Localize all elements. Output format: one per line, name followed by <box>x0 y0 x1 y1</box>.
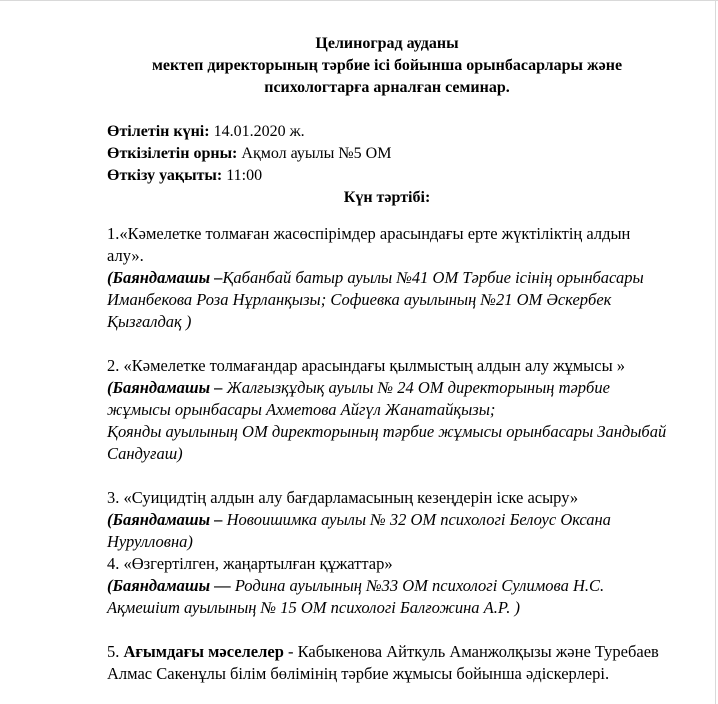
agenda-item-speaker-2: Қоянды ауылының ОМ директорының тәрбие жұмысы орынбасары Зандыбай Сандуғаш) <box>107 422 667 463</box>
speaker-text: Жалғызқұдық ауылы № 24 ОМ директорының тәрбие жұмысы орынбасары Ахметова Айгүл Жанатайқызы; <box>107 378 610 419</box>
agenda-item-title: 3. «Суицидтің алдын алу бағдарламасының кезеңдерін іске асыру» <box>107 488 579 507</box>
page-edge-top <box>0 0 718 1</box>
agenda-item-title: 1.«Кәмелетке толмаған жасөспірімдер арасындағы ерте жүктіліктің алдын алу». <box>107 224 631 265</box>
document-body <box>107 33 667 685</box>
agenda-item-speaker <box>107 377 667 421</box>
date-row <box>107 121 667 143</box>
place-value: Ақмол ауылы №5 ОМ <box>237 145 392 162</box>
item5-prefix: 5. <box>107 642 124 661</box>
heading-line-1: Целиноград ауданы <box>315 35 459 52</box>
agenda-item-1 <box>107 223 667 333</box>
agenda-item-4 <box>107 553 667 619</box>
speaker-text: Қабанбай батыр ауылы №41 ОМ Тәрбие ісінің орынбасары Иманбекова Роза Нұрланқызы; Софиевка ауылының №21 ОМ Әскербек Қызғалдақ ) <box>107 268 644 331</box>
agenda-item-title: 2. «Кәмелетке толмағандар арасындағы қылмыстың алдын алу жұмысы » <box>107 356 626 375</box>
time-row <box>107 165 667 187</box>
speaker-text: Новоишимка ауылы № 32 ОМ психологі Белоус Оксана Нурулловна) <box>107 510 611 551</box>
speaker-label: (Баяндамашы — <box>107 576 231 595</box>
speaker-label: (Баяндамашы – <box>107 378 223 397</box>
agenda-item-speaker <box>107 575 667 619</box>
agenda-item-speaker <box>107 267 667 333</box>
agenda-title: Күн тәртібі: <box>343 189 431 206</box>
document-heading <box>107 33 667 99</box>
item5-bold-title: Ағымдағы мәселелер <box>123 642 284 661</box>
heading-line-3: психологтарға арналған семинар. <box>264 79 510 96</box>
agenda-item-title: 4. «Өзгертілген, жаңартылған құжаттар» <box>107 554 393 573</box>
agenda-item-2 <box>107 355 667 465</box>
date-label: Өтілетін күні: <box>107 123 210 140</box>
time-label: Өткізу уақыты: <box>107 167 223 184</box>
event-details <box>107 121 667 187</box>
place-label: Өткізілетін орны: <box>107 145 238 162</box>
speaker-label: (Баяндамашы – <box>107 268 223 287</box>
agenda-item-5 <box>107 641 667 685</box>
heading-line-2: мектеп директорының тәрбие ісі бойынша орынбасарлары және <box>151 57 623 74</box>
time-value: 11:00 <box>222 167 263 184</box>
speaker-text: Родина ауылының №33 ОМ психологі Сулимова Н.С. Ақмешіит ауылының № 15 ОМ психологі Балғожина А.Р. ) <box>107 576 605 617</box>
agenda-item-speaker <box>107 509 667 553</box>
speaker-label: (Баяндамашы – <box>107 510 223 529</box>
item5-text: - Кабыкенова Айткуль Аманжолқызы және Туребаев Алмас Сакенұлы білім бөлімінің тәрбие жұмысы бойынша әдіскерлері. <box>107 642 659 683</box>
place-row <box>107 143 667 165</box>
date-value: 14.01.2020 ж. <box>209 123 305 140</box>
agenda-item-3 <box>107 487 667 553</box>
page-edge-right <box>715 0 716 704</box>
